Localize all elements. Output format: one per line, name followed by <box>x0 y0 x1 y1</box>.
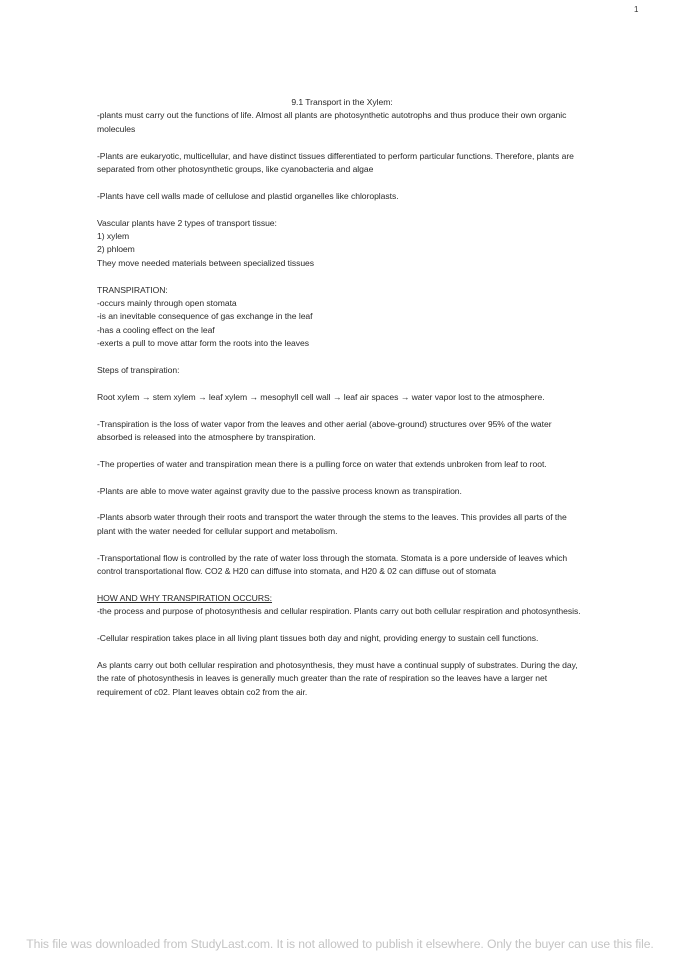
vascular-note: They move needed materials between specialized tissues <box>97 257 315 268</box>
vascular-item-2: 2) phloem <box>97 244 135 255</box>
steps-sequence: Root xylem → stem xylem → leaf xylem → mesophyll cell wall → leaf air spaces → water vapor lost to the atmosphere. <box>97 391 545 402</box>
transpiration-item-4: -exerts a pull to move attar form the roots into the leaves <box>97 338 309 349</box>
intro-paragraph-2: -Plants are eukaryotic, multicellular, and have distinct tissues differentiated to perform particular functions. Therefore, plants are separated from other photosynthetic groups, like cyanobacteria and algae <box>97 150 574 175</box>
intro-paragraph-1: -plants must carry out the functions of life. Almost all plants are photosynthetic autotrophs and thus produce their own organic molecules <box>97 110 567 134</box>
paragraph-gravity: -Plants are able to move water against gravity due to the passive process known as transpiration. <box>97 485 462 496</box>
paragraph-transportational-flow: -Transportational flow is controlled by the rate of water loss through the stomata. Stomata is a pore underside of leaves which control transportational flow. CO2 & H20 can diffuse into stomata, and H20 & 02 can diffuse out of stomata <box>97 552 568 577</box>
how-why-first: -the process and purpose of photosynthesis and cellular respiration. Plants carry out both cellular respiration and photosynthesis. <box>97 606 581 617</box>
paragraph-absorb-water: -Plants absorb water through their roots and transport the water through the stems to the leaves. This provides all parts of the plant with the water needed for cellular support and metabolism. <box>97 512 567 536</box>
vascular-item-1: 1) xylem <box>97 231 130 242</box>
document-body <box>97 96 587 712</box>
paragraph-transpiration-definition: -Transpiration is the loss of water vapor from the leaves and other aerial (above-ground) structures over 95% of the water absorbed is released into the atmosphere by transpiration. <box>97 418 552 443</box>
transpiration-item-1: -occurs mainly through open stomata <box>97 298 237 309</box>
transpiration-item-2: -is an inevitable consequence of gas exchange in the leaf <box>97 311 313 322</box>
page-number: 1 <box>634 5 639 14</box>
vascular-heading: Vascular plants have 2 types of transport tissue: <box>97 217 277 228</box>
transpiration-heading: TRANSPIRATION: <box>97 284 168 295</box>
steps-heading: Steps of transpiration: <box>97 365 180 376</box>
intro-paragraph-3: -Plants have cell walls made of cellulose and plastid organelles like chloroplasts. <box>97 190 399 201</box>
transpiration-item-3: -has a cooling effect on the leaf <box>97 324 215 335</box>
how-why-paragraph-1: -Cellular respiration takes place in all living plant tissues both day and night, providing energy to sustain cell functions. <box>97 633 539 644</box>
vascular-section <box>97 217 587 271</box>
document-title: 9.1 Transport in the Xylem: <box>291 97 393 107</box>
transpiration-section <box>97 284 587 351</box>
how-why-paragraph-2: As plants carry out both cellular respiration and photosynthesis, they must have a continual supply of substrates. During the day, the rate of photosynthesis in leaves is generally much greater than the rate of respiration so the leaves have a larger net requirement of c02. Plant leaves obtain co2 from the air. <box>97 659 578 697</box>
paragraph-pulling-force: -The properties of water and transpiration mean there is a pulling force on water that extends unbroken from leaf to root. <box>97 458 547 469</box>
watermark: This file was downloaded from StudyLast.com. It is not allowed to publish it elsewhere. Only the buyer can use this file. <box>26 937 654 951</box>
how-why-heading: HOW AND WHY TRANSPIRATION OCCURS: <box>97 592 273 603</box>
